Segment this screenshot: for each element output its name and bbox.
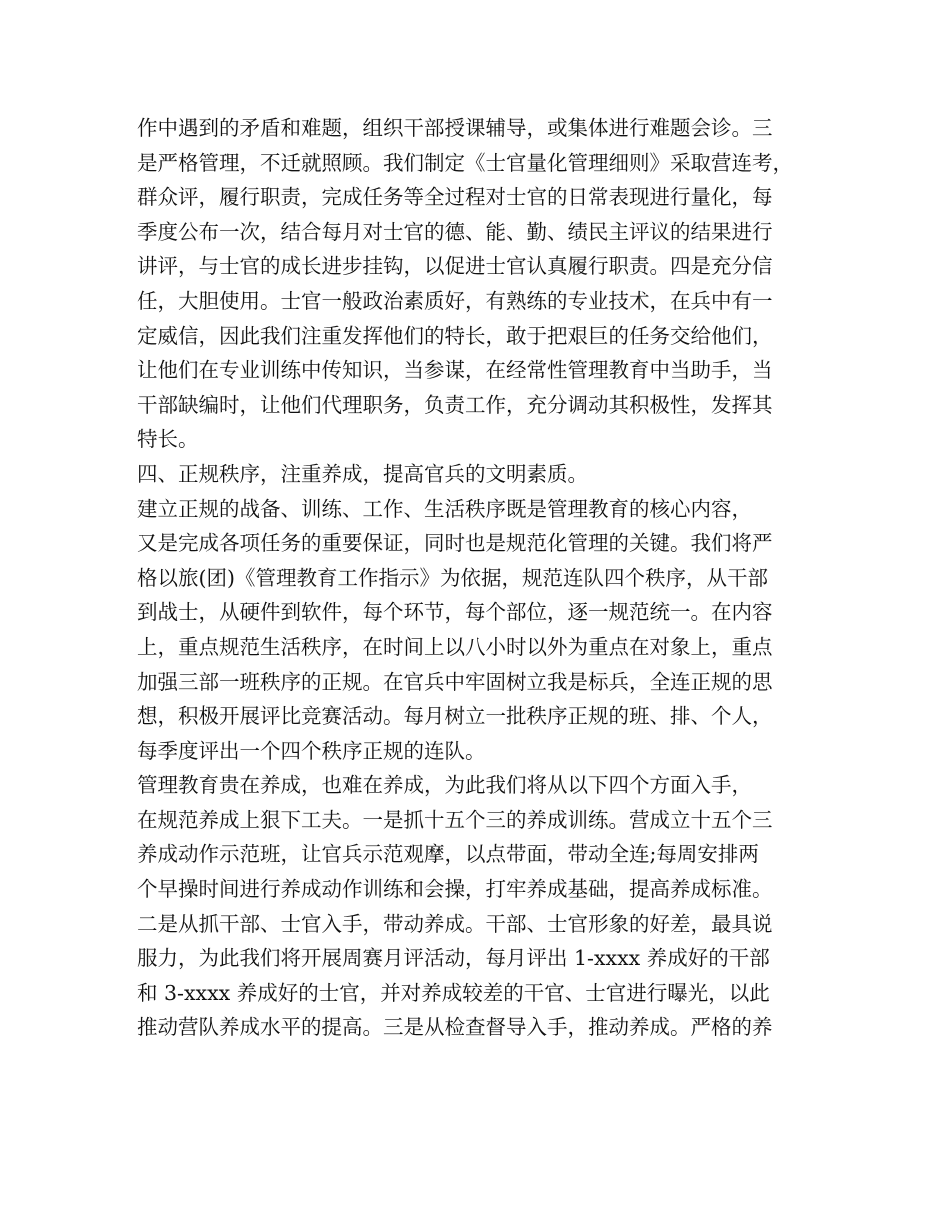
text-line: 定威信，因此我们注重发挥他们的特长，敢于把艰巨的任务交给他们，	[137, 323, 773, 348]
text-line: 和 3-xxxx 养成好的士官，并对养成较差的干官、士官进行曝光，以此	[137, 980, 770, 1005]
text-line: 特长。	[137, 427, 199, 452]
text-line: 到战士，从硬件到软件，每个环节，每个部位，逐一规范统一。在内容	[137, 600, 773, 625]
text-line: 个早操时间进行养成动作训练和会操，打牢养成基础，提高养成标准。	[137, 877, 773, 902]
text-line: 又是完成各项任务的重要保证，同时也是规范化管理的关键。我们将严	[137, 531, 773, 556]
text-line: 任，大胆使用。士官一般政治素质好，有熟练的专业技术，在兵中有一	[137, 288, 773, 313]
section-heading: 四、正规秩序，注重养成，提高官兵的文明素质。	[137, 461, 588, 486]
text-line: 想，积极开展评比竞赛活动。每月树立一批秩序正规的班、排、个人，	[137, 704, 773, 729]
text-line: 服力，为此我们将开展周赛月评活动，每月评出 1-xxxx 养成好的干部	[137, 946, 770, 971]
text-line: 让他们在专业训练中传知识，当参谋，在经常性管理教育中当助手，当	[137, 358, 773, 383]
text-line: 作中遇到的矛盾和难题，组织干部授课辅导，或集体进行难题会诊。三	[137, 116, 773, 140]
text-line: 建立正规的战备、训练、工作、生活秩序既是管理教育的核心内容，	[137, 496, 752, 521]
text-line: 二是从抓干部、士官入手，带动养成。干部、士官形象的好差，最具说	[137, 911, 773, 936]
text-line: 加强三部一班秩序的正规。在官兵中牢固树立我是标兵，全连正规的思	[137, 669, 773, 694]
text-line: 讲评，与士官的成长进步挂钩，以促进士官认真履行职责。四是充分信	[137, 254, 773, 279]
text-line: 群众评，履行职责，完成任务等全过程对士官的日常表现进行量化，每	[137, 185, 773, 210]
text-line: 季度公布一次，结合每月对士官的德、能、勤、绩民主评议的结果进行	[137, 219, 773, 244]
text-line: 推动营队养成水平的提高。三是从检查督导入手，推动养成。严格的养	[137, 1015, 773, 1040]
text-line: 在规范养成上狠下工夫。一是抓十五个三的养成训练。营成立十五个三	[137, 807, 773, 832]
text-line: 养成动作示范班，让官兵示范观摩，以点带面，带动全连;每周安排两	[137, 842, 759, 867]
text-line: 是严格管理，不迁就照顾。我们制定《士官量化管理细则》采取营连考，	[137, 150, 793, 175]
text-line: 管理教育贵在养成，也难在养成，为此我们将从以下四个方面入手，	[137, 773, 752, 798]
text-line: 上，重点规范生活秩序，在时间上以八小时以外为重点在对象上，重点	[137, 634, 773, 659]
text-line: 格以旅(团)《管理教育工作指示》为依据，规范连队四个秩序，从干部	[137, 565, 768, 590]
body-text	[137, 111, 827, 1045]
text-line: 每季度评出一个四个秩序正规的连队。	[137, 738, 486, 763]
text-line: 干部缺编时，让他们代理职务，负责工作，充分调动其积极性，发挥其	[137, 392, 773, 417]
